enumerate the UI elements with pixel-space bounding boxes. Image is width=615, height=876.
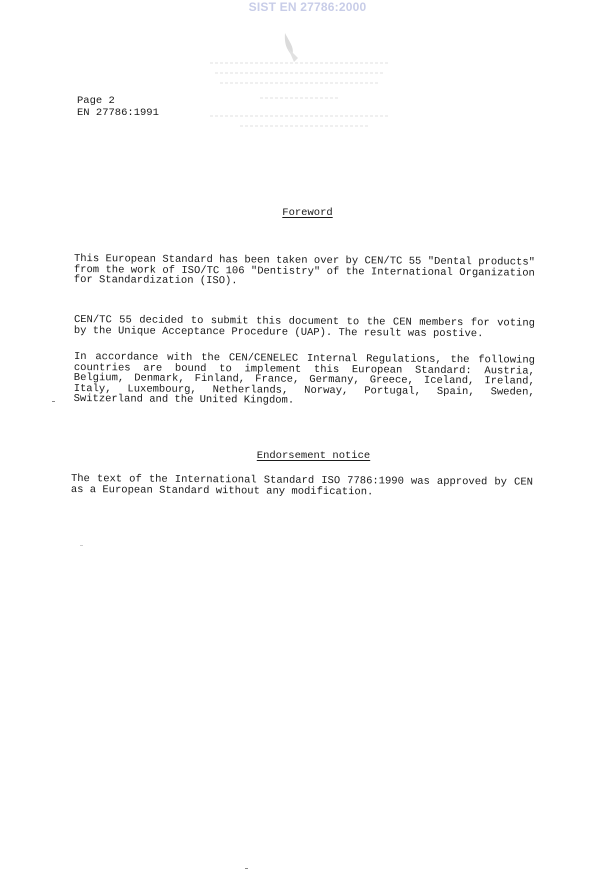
endorsement-heading: Endorsement notice [256,450,371,462]
foreword-paragraph-3: In accordance with the CEN/CENELEC Internal Regulations, the following countries are bound to implement this European Standard: Austria, Belgium, Denmark, Finland, France, Germany, Greece, Iceland, Ireland, Italy, Luxembourg, Netherlands, Norway, Portugal, Spain, Sweden, Switzerland and the United Kingdom. [73,351,535,407]
scan-speck [80,545,83,546]
foreword-paragraph-2: CEN/TC 55 decided to submit this document to the CEN members for voting by the Unique Acceptance Procedure (UAP). The result was postive. [73,314,535,340]
watermark: SIST EN 27786:2000 [248,0,367,14]
standard-number: EN 27786:1991 [77,107,159,119]
page-number: Page 2 [77,95,115,107]
foreword-paragraph-1: This European Standard has been taken over by CEN/TC 55 "Dental products" from the work of ISO/TC 106 "Dentistry" of the International Organization for Standardization (ISO). [73,253,535,288]
foreword-heading: Foreword [282,207,333,219]
scan-speck [245,868,248,869]
scan-speck [52,401,55,402]
faded-stamp [200,28,400,138]
page-header [77,95,159,119]
endorsement-text: The text of the International Standard ISO 7786:1990 was approved by CEN as a European Standard without any modification. [70,473,533,498]
